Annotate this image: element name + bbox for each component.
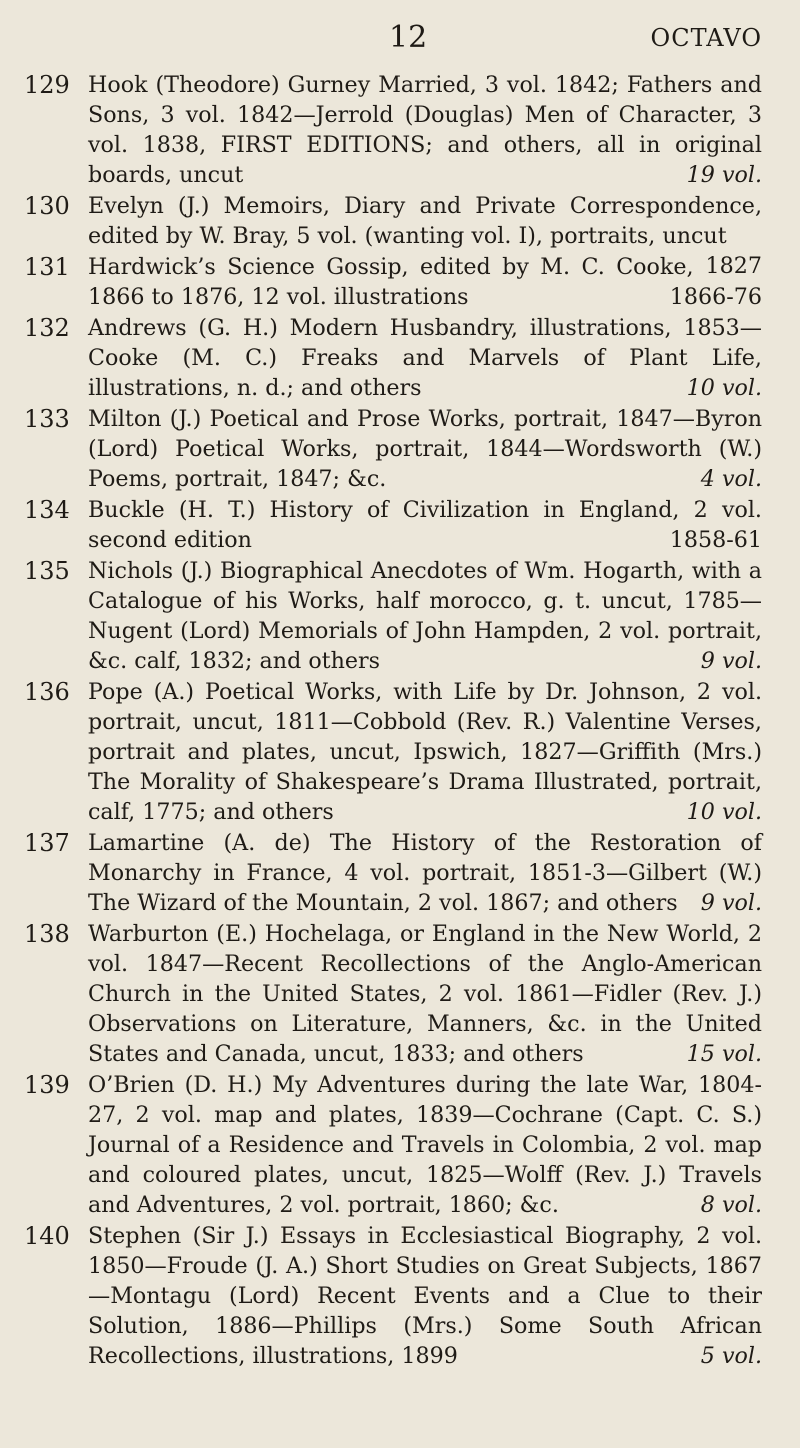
lot-description [88,252,762,312]
lot-number: 129 [24,71,70,99]
lot-number: 135 [24,557,70,585]
lot-quantity: 5 vol. [700,1343,762,1369]
lot-quantity: 4 vol. [700,466,762,492]
lot-description [88,677,762,827]
lot-entry [24,252,762,312]
lot-number: 138 [24,920,70,948]
lot-text: Nichols (J.) Biographical Anecdotes of Wm. Hogarth, with a Catalogue of his Works, half morocco, g. t. uncut, 1785—Nugent (Lord) Memorials of John Hampden, 2 vol. portrait, &c. calf, 1832; and others [88,558,762,674]
lot-number: 133 [24,405,70,433]
lot-quantity: 19 vol. [686,162,762,188]
lot-description [88,1221,762,1371]
lot-description [88,1070,762,1220]
lot-quantity: 9 vol. [700,648,762,674]
lot-entry [24,404,762,494]
lot-entry [24,495,762,555]
lot-entry [24,828,762,918]
lot-description [88,828,762,918]
lot-entry [24,70,762,190]
lot-entry [24,677,762,827]
lot-text: Lamartine (A. de) The History of the Restoration of Monarchy in France, 4 vol. portrait, 1851-3—Gilbert (W.) The Wizard of the Mountain, 2 vol. 1867; and others [88,830,762,916]
lot-number: 132 [24,314,70,342]
page-header [24,20,762,62]
lot-entry [24,556,762,676]
lot-text: Pope (A.) Poetical Works, with Life by Dr. Johnson, 2 vol. portrait, uncut, 1811—Cobbold (Rev. R.) Valentine Verses, portrait and plates, uncut, Ipswich, 1827—Griffith (Mrs.) The Morality of Shakespeare’s Drama Illustrated, portrait, calf, 1775; and others [88,679,762,825]
lot-description [88,191,762,279]
lot-description [88,404,762,494]
lot-quantity: 9 vol. [700,890,762,916]
lot-number: 137 [24,829,70,857]
lot-quantity: 8 vol. [700,1192,762,1218]
lot-entry [24,919,762,1069]
lot-text: Evelyn (J.) Memoirs, Diary and Private Correspondence, edited by W. Bray, 5 vol. (wanting vol. I), portraits, uncut [88,193,762,249]
page-number: 12 [389,20,428,55]
lot-quantity: 10 vol. [686,375,762,401]
lot-entry [24,313,762,403]
lot-quantity: 1858-61 [669,527,762,553]
lot-description [88,70,762,190]
lot-number: 130 [24,192,70,220]
lot-quantity: 10 vol. [686,799,762,825]
lot-text: O’Brien (D. H.) My Adventures during the late War, 1804-27, 2 vol. map and plates, 1839—Cochrane (Capt. C. S.) Journal of a Residence and Travels in Colombia, 2 vol. map and coloured plates, uncut, 1825—Wolff (Rev. J.) Travels and Adventures, 2 vol. portrait, 1860; &c. [88,1072,762,1218]
lot-number: 140 [24,1222,70,1250]
lot-description [88,313,762,403]
lot-text: Andrews (G. H.) Modern Husbandry, illustrations, 1853—Cooke (M. C.) Freaks and Marvels of Plant Life, illustrations, n. d.; and others [88,315,762,401]
lot-number: 139 [24,1071,70,1099]
lot-quantity: 15 vol. [686,1041,762,1067]
lot-text: Hardwick’s Science Gossip, edited by M. C. Cooke, 1866 to 1876, 12 vol. illustrations [88,254,694,310]
lot-list [24,70,762,1371]
lot-text: Warburton (E.) Hochelaga, or England in the New World, 2 vol. 1847—Recent Recollections of the Anglo-American Church in the United States, 2 vol. 1861—Fidler (Rev. J.) Observations on Literature, Manners, &c. in the United States and Canada, uncut, 1833; and others [88,921,762,1067]
running-head: OCTAVO [650,24,762,52]
lot-text: Stephen (Sir J.) Essays in Ecclesiastical Biography, 2 vol. 1850—Froude (J. A.) Short Studies on Great Subjects, 1867—Montagu (Lord) Recent Events and a Clue to their Solution, 1886—Phillips (Mrs.) Some South African Recollections, illustrations, 1899 [88,1223,762,1369]
lot-entry [24,1070,762,1220]
lot-entry [24,1221,762,1371]
lot-description [88,919,762,1069]
lot-description [88,495,762,555]
lot-number: 136 [24,678,70,706]
lot-text: Buckle (H. T.) History of Civilization in England, 2 vol. second edition [88,497,762,553]
lot-text: Milton (J.) Poetical and Prose Works, portrait, 1847—Byron (Lord) Poetical Works, portrait, 1844—Wordsworth (W.) Poems, portrait, 1847; &c. [88,406,762,492]
lot-number: 134 [24,496,70,524]
lot-number: 131 [24,253,70,281]
lot-quantity: 1866-76 [669,284,762,310]
lot-text: Hook (Theodore) Gurney Married, 3 vol. 1842; Fathers and Sons, 3 vol. 1842—Jerrold (Douglas) Men of Character, 3 vol. 1838, FIRST EDITIONS; and others, all in original boards, uncut [88,72,762,188]
lot-description [88,556,762,676]
lot-quantity: 1827 [705,253,762,279]
